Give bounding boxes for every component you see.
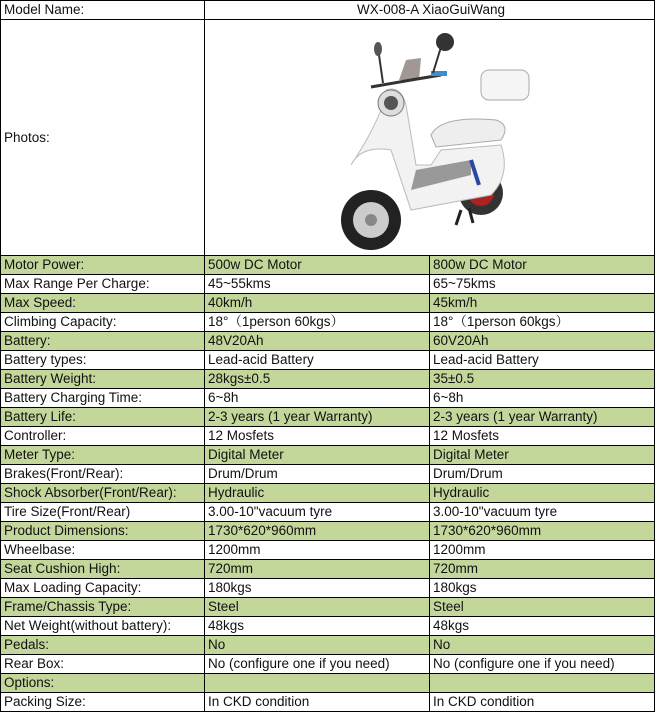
spec-value-500w: 48kgs	[205, 617, 430, 636]
spec-row	[1, 370, 655, 389]
spec-value-500w: 180kgs	[205, 579, 430, 598]
photos-label: Photos:	[1, 20, 205, 256]
spec-row	[1, 693, 655, 712]
spec-row	[1, 446, 655, 465]
spec-value-500w: Digital Meter	[205, 446, 430, 465]
spec-value-800w: In CKD condition	[430, 693, 655, 712]
spec-label: Tire Size(Front/Rear)	[1, 503, 205, 522]
spec-value-500w: 1730*620*960mm	[205, 522, 430, 541]
spec-value-800w: 48kgs	[430, 617, 655, 636]
spec-row	[1, 256, 655, 275]
spec-value-500w: 40km/h	[205, 294, 430, 313]
spec-value-800w: 3.00-10"vacuum tyre	[430, 503, 655, 522]
spec-label: Brakes(Front/Rear):	[1, 465, 205, 484]
spec-row	[1, 636, 655, 655]
spec-value-500w: 720mm	[205, 560, 430, 579]
spec-value-500w: 45~55kms	[205, 275, 430, 294]
spec-row	[1, 465, 655, 484]
photos-row	[1, 20, 655, 256]
spec-value-800w: Steel	[430, 598, 655, 617]
spec-label: Max Loading Capacity:	[1, 579, 205, 598]
spec-row	[1, 427, 655, 446]
spec-row	[1, 541, 655, 560]
spec-label: Pedals:	[1, 636, 205, 655]
scooter-photo	[205, 20, 655, 256]
spec-value-500w: Steel	[205, 598, 430, 617]
spec-value-800w	[430, 674, 655, 693]
spec-value-500w: No	[205, 636, 430, 655]
spec-row	[1, 294, 655, 313]
spec-value-800w: No	[430, 636, 655, 655]
spec-value-500w	[205, 674, 430, 693]
spec-row	[1, 484, 655, 503]
spec-value-500w: Hydraulic	[205, 484, 430, 503]
spec-value-800w: Lead-acid Battery	[430, 351, 655, 370]
spec-value-800w: 720mm	[430, 560, 655, 579]
spec-value-800w: 800w DC Motor	[430, 256, 655, 275]
spec-value-800w: 18°（1person 60kgs）	[430, 313, 655, 332]
spec-row	[1, 522, 655, 541]
spec-label: Product Dimensions:	[1, 522, 205, 541]
spec-label: Rear Box:	[1, 655, 205, 674]
spec-row	[1, 503, 655, 522]
spec-row	[1, 275, 655, 294]
spec-label: Net Weight(without battery):	[1, 617, 205, 636]
spec-value-800w: No (configure one if you need)	[430, 655, 655, 674]
model-name-label: Model Name:	[1, 1, 205, 20]
spec-label: Options:	[1, 674, 205, 693]
spec-label: Meter Type:	[1, 446, 205, 465]
spec-value-500w: Drum/Drum	[205, 465, 430, 484]
spec-row	[1, 389, 655, 408]
spec-label: Seat Cushion High:	[1, 560, 205, 579]
spec-value-500w: 6~8h	[205, 389, 430, 408]
spec-value-500w: 3.00-10"vacuum tyre	[205, 503, 430, 522]
spec-value-800w: 180kgs	[430, 579, 655, 598]
spec-value-800w: 35±0.5	[430, 370, 655, 389]
spec-value-500w: 28kgs±0.5	[205, 370, 430, 389]
spec-row	[1, 313, 655, 332]
spec-label: Battery Charging Time:	[1, 389, 205, 408]
spec-value-800w: 45km/h	[430, 294, 655, 313]
spec-label: Climbing Capacity:	[1, 313, 205, 332]
spec-label: Battery Weight:	[1, 370, 205, 389]
spec-label: Shock Absorber(Front/Rear):	[1, 484, 205, 503]
spec-value-800w: 2-3 years (1 year Warranty)	[430, 408, 655, 427]
spec-label: Battery:	[1, 332, 205, 351]
spec-label: Wheelbase:	[1, 541, 205, 560]
spec-label: Packing Size:	[1, 693, 205, 712]
spec-value-500w: 48V20Ah	[205, 332, 430, 351]
spec-row	[1, 674, 655, 693]
spec-value-800w: 12 Mosfets	[430, 427, 655, 446]
spec-row	[1, 332, 655, 351]
spec-label: Controller:	[1, 427, 205, 446]
spec-value-800w: 6~8h	[430, 389, 655, 408]
spec-row	[1, 408, 655, 427]
spec-value-800w: Digital Meter	[430, 446, 655, 465]
spec-value-500w: 2-3 years (1 year Warranty)	[205, 408, 430, 427]
spec-value-500w: 18°（1person 60kgs）	[205, 313, 430, 332]
spec-value-500w: In CKD condition	[205, 693, 430, 712]
spec-value-500w: Lead-acid Battery	[205, 351, 430, 370]
spec-row	[1, 598, 655, 617]
spec-row	[1, 560, 655, 579]
spec-row	[1, 351, 655, 370]
spec-value-500w: 1200mm	[205, 541, 430, 560]
spec-value-500w: 12 Mosfets	[205, 427, 430, 446]
spec-label: Battery Life:	[1, 408, 205, 427]
spec-row	[1, 579, 655, 598]
spec-value-800w: Drum/Drum	[430, 465, 655, 484]
spec-value-800w: 60V20Ah	[430, 332, 655, 351]
spec-row	[1, 617, 655, 636]
spec-label: Max Speed:	[1, 294, 205, 313]
model-name-value: WX-008-A XiaoGuiWang	[205, 1, 655, 20]
model-name-row	[1, 1, 655, 20]
spec-label: Max Range Per Charge:	[1, 275, 205, 294]
spec-value-500w: No (configure one if you need)	[205, 655, 430, 674]
spec-label: Frame/Chassis Type:	[1, 598, 205, 617]
spec-value-800w: Hydraulic	[430, 484, 655, 503]
spec-label: Motor Power:	[1, 256, 205, 275]
spec-value-800w: 1730*620*960mm	[430, 522, 655, 541]
spec-value-800w: 65~75kms	[430, 275, 655, 294]
spec-label: Battery types:	[1, 351, 205, 370]
scooter-image-icon	[321, 25, 541, 250]
spec-value-500w: 500w DC Motor	[205, 256, 430, 275]
spec-row	[1, 655, 655, 674]
spec-value-800w: 1200mm	[430, 541, 655, 560]
